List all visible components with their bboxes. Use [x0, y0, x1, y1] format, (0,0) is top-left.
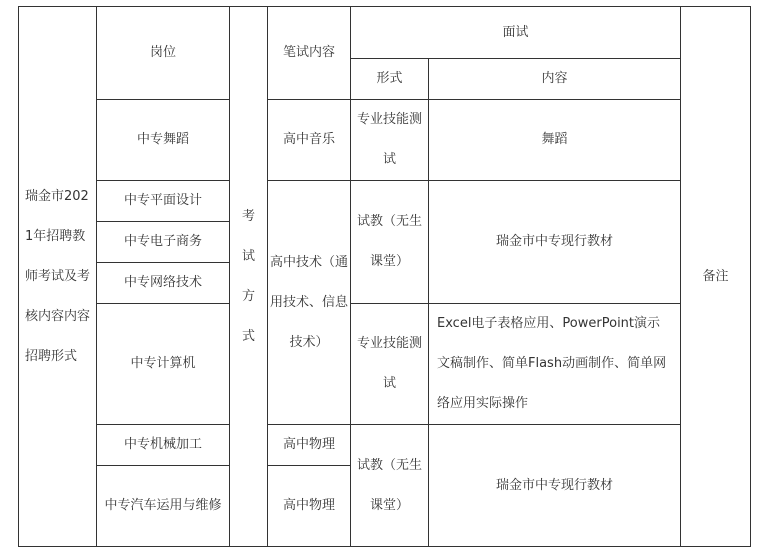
content-dance: 舞蹈	[429, 100, 681, 181]
form-teaching-2: 试教（无生课堂）	[351, 425, 429, 547]
position-auto-maintenance: 中专汽车运用与维修	[97, 466, 230, 547]
exam-content-table	[18, 6, 751, 547]
position-network: 中专网络技术	[97, 263, 230, 304]
interview-header: 面试	[351, 7, 681, 59]
position-machining: 中专机械加工	[97, 425, 230, 466]
position-computer: 中专计算机	[97, 304, 230, 425]
position-header: 岗位	[97, 7, 230, 100]
interview-form-header: 形式	[351, 59, 429, 100]
content-textbook-1: 瑞金市中专现行教材	[429, 181, 681, 304]
position-ecommerce: 中专电子商务	[97, 222, 230, 263]
content-textbook-2: 瑞金市中专现行教材	[429, 425, 681, 547]
form-teaching-1: 试教（无生课堂）	[351, 181, 429, 304]
form-skill-test-2: 专业技能测试	[351, 304, 429, 425]
written-physics-2: 高中物理	[268, 466, 351, 547]
position-graphic-design: 中专平面设计	[97, 181, 230, 222]
written-content-header: 笔试内容	[268, 7, 351, 100]
position-dance: 中专舞蹈	[97, 100, 230, 181]
interview-content-header: 内容	[429, 59, 681, 100]
recruitment-title: 瑞金市2021年招聘教师考试及考核内容内容招聘形式	[25, 188, 91, 364]
written-music: 高中音乐	[268, 100, 351, 181]
exam-method-cell	[230, 7, 268, 547]
recruitment-title-cell	[19, 7, 97, 547]
form-skill-test-1: 专业技能测试	[351, 100, 429, 181]
remark-header: 备注	[681, 7, 751, 547]
exam-method-label: 考试方式	[241, 208, 255, 344]
written-physics-1: 高中物理	[268, 425, 351, 466]
content-computer-skills: Excel电子表格应用、PowerPoint演示文稿制作、简单Flash动画制作、简单网络应用实际操作	[429, 304, 681, 425]
written-technology: 高中技术（通用技术、信息技术）	[268, 181, 351, 425]
